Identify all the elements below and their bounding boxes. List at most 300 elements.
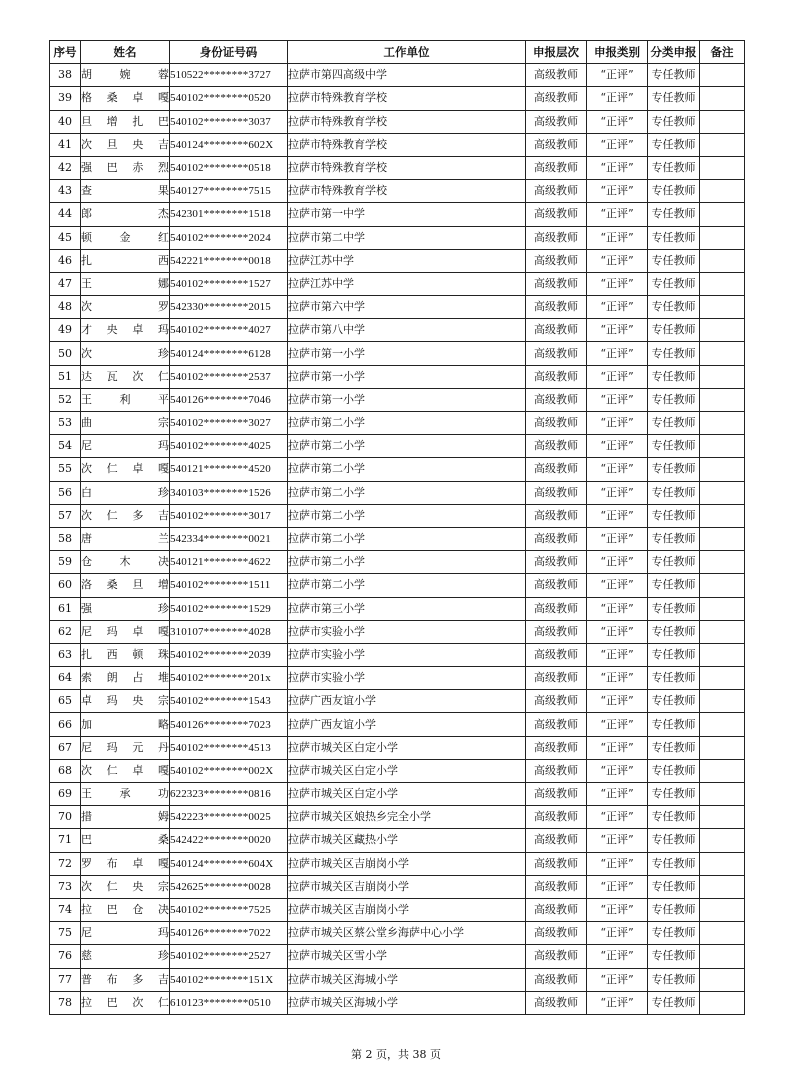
cell-work-unit: 拉萨市城关区海城小学 [288, 991, 526, 1014]
cell-seq: 39 [50, 87, 81, 110]
cell-work-unit: 拉萨市第二小学 [288, 481, 526, 504]
cell-seq: 72 [50, 852, 81, 875]
table-row [50, 991, 745, 1014]
cell-category: “正评” [587, 365, 648, 388]
name-text: 顿 金 红 [81, 230, 169, 244]
table-row [50, 574, 745, 597]
cell-id-number: 542301********1518 [170, 203, 288, 226]
cell-name [81, 412, 170, 435]
cell-work-unit: 拉萨市城关区娘热乡完全小学 [288, 806, 526, 829]
cell-classification: 专任教师 [648, 249, 700, 272]
header-classification: 分类申报 [648, 41, 700, 64]
cell-classification: 专任教师 [648, 412, 700, 435]
cell-classification: 专任教师 [648, 945, 700, 968]
cell-name [81, 226, 170, 249]
cell-remark [700, 690, 745, 713]
cell-remark [700, 852, 745, 875]
cell-seq: 67 [50, 736, 81, 759]
cell-name [81, 806, 170, 829]
table-row [50, 620, 745, 643]
name-text: 尼 玛 [81, 926, 169, 940]
cell-name [81, 829, 170, 852]
cell-id-number: 340103********1526 [170, 481, 288, 504]
cell-category: “正评” [587, 643, 648, 666]
table-row [50, 203, 745, 226]
cell-category: “正评” [587, 296, 648, 319]
table-row [50, 783, 745, 806]
cell-classification: 专任教师 [648, 481, 700, 504]
cell-seq: 44 [50, 203, 81, 226]
cell-category: “正评” [587, 156, 648, 179]
cell-work-unit: 拉萨市实验小学 [288, 643, 526, 666]
cell-category: “正评” [587, 180, 648, 203]
cell-remark [700, 551, 745, 574]
cell-seq: 55 [50, 458, 81, 481]
cell-work-unit: 拉萨市城关区白定小学 [288, 783, 526, 806]
cell-category: “正评” [587, 319, 648, 342]
name-text: 格 桑 卓 嘎 [81, 91, 169, 105]
cell-id-number: 540102********151X [170, 968, 288, 991]
cell-name [81, 504, 170, 527]
cell-category: “正评” [587, 110, 648, 133]
cell-level: 高级教师 [526, 133, 587, 156]
cell-classification: 专任教师 [648, 110, 700, 133]
header-seq: 序号 [50, 41, 81, 64]
cell-seq: 65 [50, 690, 81, 713]
cell-level: 高级教师 [526, 504, 587, 527]
cell-work-unit: 拉萨市第二小学 [288, 527, 526, 550]
cell-category: “正评” [587, 388, 648, 411]
name-text: 慈 珍 [81, 949, 169, 963]
page-footer: 第 2 页，共 38 页 [351, 1048, 441, 1061]
cell-work-unit: 拉萨市第二中学 [288, 226, 526, 249]
cell-work-unit: 拉萨广西友谊小学 [288, 713, 526, 736]
name-text: 王 利 平 [81, 392, 169, 406]
cell-classification: 专任教师 [648, 667, 700, 690]
cell-remark [700, 87, 745, 110]
cell-name [81, 296, 170, 319]
table-row [50, 180, 745, 203]
cell-category: “正评” [587, 64, 648, 87]
cell-category: “正评” [587, 783, 648, 806]
table-row [50, 551, 745, 574]
cell-seq: 38 [50, 64, 81, 87]
name-text: 拉 巴 次 仁 [81, 995, 169, 1009]
cell-classification: 专任教师 [648, 620, 700, 643]
cell-category: “正评” [587, 829, 648, 852]
cell-classification: 专任教师 [648, 643, 700, 666]
cell-classification: 专任教师 [648, 365, 700, 388]
cell-id-number: 540121********4520 [170, 458, 288, 481]
table-row [50, 249, 745, 272]
cell-remark [700, 64, 745, 87]
cell-level: 高级教师 [526, 458, 587, 481]
table-row [50, 481, 745, 504]
cell-classification: 专任教师 [648, 783, 700, 806]
cell-classification: 专任教师 [648, 203, 700, 226]
cell-seq: 51 [50, 365, 81, 388]
cell-work-unit: 拉萨市特殊教育学校 [288, 156, 526, 179]
cell-remark [700, 922, 745, 945]
cell-level: 高级教师 [526, 527, 587, 550]
table-row [50, 597, 745, 620]
cell-name [81, 249, 170, 272]
cell-seq: 41 [50, 133, 81, 156]
cell-seq: 54 [50, 435, 81, 458]
cell-level: 高级教师 [526, 759, 587, 782]
cell-work-unit: 拉萨市第二小学 [288, 458, 526, 481]
cell-name [81, 875, 170, 898]
cell-name [81, 388, 170, 411]
name-text: 尼 玛 卓 嘎 [81, 624, 169, 638]
cell-remark [700, 272, 745, 295]
cell-seq: 50 [50, 342, 81, 365]
name-text: 郎 杰 [81, 207, 169, 221]
cell-classification: 专任教师 [648, 922, 700, 945]
cell-remark [700, 458, 745, 481]
cell-id-number: 540102********4025 [170, 435, 288, 458]
cell-name [81, 597, 170, 620]
cell-level: 高级教师 [526, 898, 587, 921]
cell-level: 高级教师 [526, 643, 587, 666]
cell-classification: 专任教师 [648, 898, 700, 921]
cell-seq: 62 [50, 620, 81, 643]
cell-level: 高级教师 [526, 156, 587, 179]
cell-seq: 42 [50, 156, 81, 179]
cell-category: “正评” [587, 87, 648, 110]
cell-remark [700, 620, 745, 643]
cell-seq: 64 [50, 667, 81, 690]
cell-id-number: 540102********2527 [170, 945, 288, 968]
cell-remark [700, 968, 745, 991]
cell-seq: 73 [50, 875, 81, 898]
cell-category: “正评” [587, 574, 648, 597]
cell-id-number: 510522********3727 [170, 64, 288, 87]
cell-seq: 74 [50, 898, 81, 921]
table-row [50, 922, 745, 945]
teacher-roster-table [49, 40, 745, 1015]
name-text: 仓 木 决 [81, 555, 169, 569]
cell-id-number: 540102********7525 [170, 898, 288, 921]
cell-classification: 专任教师 [648, 806, 700, 829]
cell-work-unit: 拉萨市第二小学 [288, 412, 526, 435]
cell-remark [700, 806, 745, 829]
cell-name [81, 643, 170, 666]
cell-name [81, 435, 170, 458]
cell-classification: 专任教师 [648, 296, 700, 319]
cell-classification: 专任教师 [648, 272, 700, 295]
cell-level: 高级教师 [526, 991, 587, 1014]
cell-category: “正评” [587, 713, 648, 736]
cell-work-unit: 拉萨广西友谊小学 [288, 690, 526, 713]
cell-classification: 专任教师 [648, 829, 700, 852]
cell-remark [700, 713, 745, 736]
cell-classification: 专任教师 [648, 342, 700, 365]
cell-name [81, 898, 170, 921]
cell-name [81, 110, 170, 133]
cell-level: 高级教师 [526, 203, 587, 226]
table-row [50, 527, 745, 550]
cell-classification: 专任教师 [648, 875, 700, 898]
cell-remark [700, 898, 745, 921]
cell-category: “正评” [587, 852, 648, 875]
cell-level: 高级教师 [526, 551, 587, 574]
cell-category: “正评” [587, 736, 648, 759]
cell-level: 高级教师 [526, 829, 587, 852]
cell-work-unit: 拉萨市城关区藏热小学 [288, 829, 526, 852]
cell-name [81, 87, 170, 110]
cell-classification: 专任教师 [648, 690, 700, 713]
cell-id-number: 542334********0021 [170, 527, 288, 550]
cell-id-number: 542221********0018 [170, 249, 288, 272]
cell-work-unit: 拉萨市第一中学 [288, 203, 526, 226]
cell-level: 高级教师 [526, 690, 587, 713]
cell-remark [700, 342, 745, 365]
name-text: 扎 西 顿 珠 [81, 647, 169, 661]
cell-seq: 68 [50, 759, 81, 782]
cell-id-number: 540124********604X [170, 852, 288, 875]
name-text: 次 仁 卓 嘎 [81, 462, 169, 476]
cell-id-number: 540102********2024 [170, 226, 288, 249]
cell-remark [700, 412, 745, 435]
cell-classification: 专任教师 [648, 968, 700, 991]
cell-id-number: 542625********0028 [170, 875, 288, 898]
cell-id-number: 540102********1511 [170, 574, 288, 597]
cell-seq: 49 [50, 319, 81, 342]
name-text: 次 珍 [81, 346, 169, 360]
header-level: 申报层次 [526, 41, 587, 64]
cell-level: 高级教师 [526, 388, 587, 411]
cell-level: 高级教师 [526, 412, 587, 435]
cell-name [81, 203, 170, 226]
cell-category: “正评” [587, 133, 648, 156]
cell-level: 高级教师 [526, 945, 587, 968]
table-row [50, 435, 745, 458]
table-row [50, 875, 745, 898]
cell-id-number: 540102********3037 [170, 110, 288, 133]
cell-work-unit: 拉萨市第一小学 [288, 342, 526, 365]
cell-remark [700, 156, 745, 179]
cell-classification: 专任教师 [648, 597, 700, 620]
cell-remark [700, 527, 745, 550]
cell-id-number: 540102********2039 [170, 643, 288, 666]
table-row [50, 829, 745, 852]
name-text: 胡 婉 蓉 [81, 68, 169, 82]
header-id-number: 身份证号码 [170, 41, 288, 64]
cell-category: “正评” [587, 412, 648, 435]
cell-remark [700, 388, 745, 411]
cell-id-number: 540121********4622 [170, 551, 288, 574]
cell-name [81, 574, 170, 597]
table-row [50, 226, 745, 249]
cell-remark [700, 783, 745, 806]
cell-id-number: 540126********7046 [170, 388, 288, 411]
cell-id-number: 622323********0816 [170, 783, 288, 806]
cell-classification: 专任教师 [648, 527, 700, 550]
cell-seq: 60 [50, 574, 81, 597]
cell-work-unit: 拉萨市城关区吉崩岗小学 [288, 898, 526, 921]
cell-category: “正评” [587, 991, 648, 1014]
cell-id-number: 540126********7022 [170, 922, 288, 945]
cell-category: “正评” [587, 597, 648, 620]
cell-id-number: 540126********7023 [170, 713, 288, 736]
name-text: 强 珍 [81, 601, 169, 615]
cell-work-unit: 拉萨江苏中学 [288, 272, 526, 295]
cell-name [81, 922, 170, 945]
table-row [50, 388, 745, 411]
cell-remark [700, 829, 745, 852]
cell-name [81, 133, 170, 156]
name-text: 普 布 多 吉 [81, 972, 169, 986]
table-row [50, 504, 745, 527]
table-row [50, 945, 745, 968]
cell-seq: 56 [50, 481, 81, 504]
cell-category: “正评” [587, 226, 648, 249]
cell-remark [700, 991, 745, 1014]
cell-remark [700, 435, 745, 458]
cell-level: 高级教师 [526, 667, 587, 690]
table-row [50, 806, 745, 829]
cell-id-number: 540102********3017 [170, 504, 288, 527]
cell-name [81, 852, 170, 875]
cell-level: 高级教师 [526, 922, 587, 945]
cell-name [81, 667, 170, 690]
cell-level: 高级教师 [526, 87, 587, 110]
cell-work-unit: 拉萨江苏中学 [288, 249, 526, 272]
cell-classification: 专任教师 [648, 388, 700, 411]
table-row [50, 110, 745, 133]
cell-work-unit: 拉萨市城关区蔡公堂乡海萨中心小学 [288, 922, 526, 945]
cell-level: 高级教师 [526, 435, 587, 458]
cell-work-unit: 拉萨市特殊教育学校 [288, 133, 526, 156]
cell-name [81, 156, 170, 179]
cell-name [81, 180, 170, 203]
name-text: 扎 西 [81, 253, 169, 267]
cell-category: “正评” [587, 945, 648, 968]
cell-classification: 专任教师 [648, 226, 700, 249]
cell-category: “正评” [587, 342, 648, 365]
cell-work-unit: 拉萨市城关区雪小学 [288, 945, 526, 968]
cell-remark [700, 319, 745, 342]
cell-classification: 专任教师 [648, 736, 700, 759]
cell-category: “正评” [587, 435, 648, 458]
cell-id-number: 540102********3027 [170, 412, 288, 435]
cell-classification: 专任教师 [648, 991, 700, 1014]
cell-remark [700, 736, 745, 759]
cell-category: “正评” [587, 527, 648, 550]
table-row [50, 968, 745, 991]
name-text: 旦 增 扎 巴 [81, 114, 169, 128]
cell-remark [700, 365, 745, 388]
table-row [50, 898, 745, 921]
header-work-unit: 工作单位 [288, 41, 526, 64]
name-text: 次 仁 卓 嘎 [81, 763, 169, 777]
cell-level: 高级教师 [526, 365, 587, 388]
table-row [50, 643, 745, 666]
cell-id-number: 540102********002X [170, 759, 288, 782]
cell-seq: 70 [50, 806, 81, 829]
cell-name [81, 272, 170, 295]
cell-remark [700, 504, 745, 527]
table-row [50, 412, 745, 435]
name-text: 次 仁 央 宗 [81, 879, 169, 893]
cell-category: “正评” [587, 249, 648, 272]
cell-id-number: 310107********4028 [170, 620, 288, 643]
cell-seq: 46 [50, 249, 81, 272]
cell-seq: 63 [50, 643, 81, 666]
cell-remark [700, 667, 745, 690]
cell-classification: 专任教师 [648, 574, 700, 597]
cell-id-number: 542330********2015 [170, 296, 288, 319]
name-text: 尼 玛 元 丹 [81, 740, 169, 754]
cell-work-unit: 拉萨市城关区白定小学 [288, 736, 526, 759]
cell-seq: 77 [50, 968, 81, 991]
cell-id-number: 540102********201x [170, 667, 288, 690]
cell-id-number: 542223********0025 [170, 806, 288, 829]
name-text: 曲 宗 [81, 416, 169, 430]
cell-classification: 专任教师 [648, 180, 700, 203]
name-text: 巴 桑 [81, 833, 169, 847]
cell-id-number: 540102********1527 [170, 272, 288, 295]
cell-seq: 48 [50, 296, 81, 319]
cell-work-unit: 拉萨市第一小学 [288, 365, 526, 388]
cell-category: “正评” [587, 922, 648, 945]
cell-seq: 61 [50, 597, 81, 620]
name-text: 白 珍 [81, 485, 169, 499]
cell-work-unit: 拉萨市第八中学 [288, 319, 526, 342]
table-row [50, 667, 745, 690]
cell-id-number: 540102********2537 [170, 365, 288, 388]
cell-category: “正评” [587, 272, 648, 295]
cell-category: “正评” [587, 875, 648, 898]
cell-level: 高级教师 [526, 180, 587, 203]
cell-category: “正评” [587, 667, 648, 690]
name-text: 唐 兰 [81, 532, 169, 546]
cell-level: 高级教师 [526, 481, 587, 504]
cell-remark [700, 481, 745, 504]
cell-work-unit: 拉萨市第六中学 [288, 296, 526, 319]
cell-work-unit: 拉萨市第二小学 [288, 504, 526, 527]
cell-name [81, 64, 170, 87]
header-category: 申报类别 [587, 41, 648, 64]
cell-name [81, 319, 170, 342]
name-text: 卓 玛 央 宗 [81, 694, 169, 708]
name-text: 次 旦 央 吉 [81, 137, 169, 151]
table-row [50, 852, 745, 875]
cell-remark [700, 296, 745, 319]
cell-work-unit: 拉萨市城关区吉崩岗小学 [288, 875, 526, 898]
cell-id-number: 540102********4513 [170, 736, 288, 759]
cell-remark [700, 110, 745, 133]
cell-seq: 58 [50, 527, 81, 550]
cell-seq: 69 [50, 783, 81, 806]
name-text: 次 罗 [81, 300, 169, 314]
cell-seq: 59 [50, 551, 81, 574]
name-text: 次 仁 多 吉 [81, 508, 169, 522]
cell-seq: 75 [50, 922, 81, 945]
cell-name [81, 620, 170, 643]
table-row [50, 458, 745, 481]
cell-name [81, 759, 170, 782]
cell-category: “正评” [587, 759, 648, 782]
name-text: 才 央 卓 玛 [81, 323, 169, 337]
cell-level: 高级教师 [526, 852, 587, 875]
cell-work-unit: 拉萨市第三小学 [288, 597, 526, 620]
cell-classification: 专任教师 [648, 435, 700, 458]
table-row [50, 342, 745, 365]
cell-work-unit: 拉萨市第一小学 [288, 388, 526, 411]
cell-level: 高级教师 [526, 249, 587, 272]
